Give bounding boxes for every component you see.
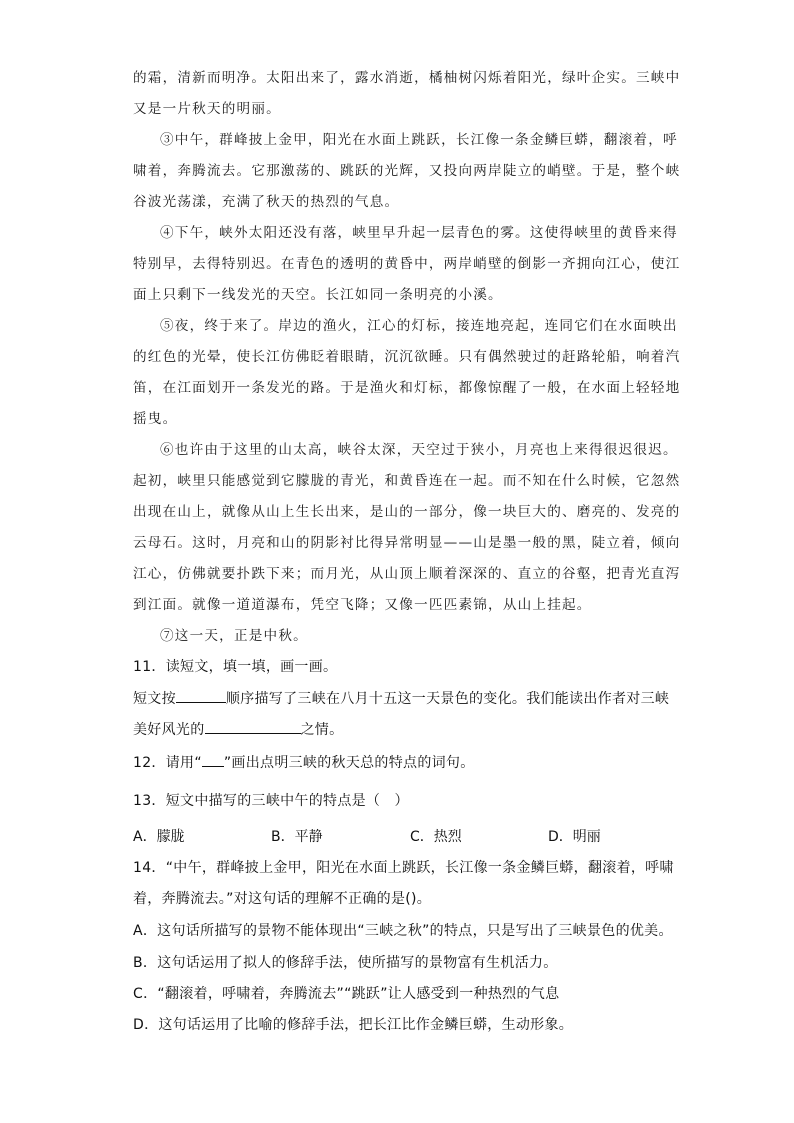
question-14-line-2: 着，奔腾流去。”对这句话的理解不正确的是()。 <box>133 891 432 907</box>
option-b[interactable]: B．平静 <box>271 829 323 845</box>
question-11-text-a: 短文按 <box>133 691 176 707</box>
passage-line: 面上只剩下一线发光的天空。长江如同一条明亮的小溪。 <box>133 287 503 303</box>
passage-line: 云母石。这时，月亮和山的阴影衬比得异常明显——山是墨一般的黑，陡立着，倾向 <box>133 535 681 551</box>
passage-line: 到江面。就像一道道瀑布，凭空飞降；又像一匹匹素锦，从山上挂起。 <box>133 597 592 613</box>
underline-sample <box>202 752 224 767</box>
passage-line: 啸着，奔腾流去。它那激荡的、跳跃的光辉，又投向两岸陡立的峭壁。于是，整个峡 <box>133 163 681 179</box>
option-a[interactable]: A．朦胧 <box>133 829 185 845</box>
question-11-title: 11．读短文，填一填，画一画。 <box>133 659 338 675</box>
question-11-text-d: 之情。 <box>300 722 344 738</box>
question-14-option-c[interactable]: C．“翻滚着，呼啸着，奔腾流去”“跳跃”让人感受到一种热烈的气息 <box>133 986 560 1002</box>
question-13-title: 13．短文中描写的三峡中午的特点是（ ） <box>133 793 409 809</box>
question-12 <box>133 752 475 772</box>
answer-blank-feeling[interactable] <box>205 719 301 734</box>
paragraph-6-line: ⑥也许由于这里的山太高，峡谷太深，天空过于狭小，月亮也上来得很迟很迟。 <box>160 442 678 458</box>
question-14-option-b[interactable]: B．这句话运用了拟人的修辞手法，使所描写的景物富有生机活力。 <box>133 955 558 971</box>
question-12-text-b: ”画出点明三峡的秋天总的特点的词句。 <box>223 755 475 771</box>
passage-line: 笛，在江面划开一条发光的路。于是渔火和灯标，都像惊醒了一般，在水面上轻轻地 <box>133 380 681 396</box>
passage-line: 江心，仿佛就要扑跌下来；而月光，从山顶上顺着深深的、直立的谷壑，把青光直泻 <box>133 566 681 582</box>
question-11-line-1 <box>133 688 669 708</box>
paragraph-5-line: ⑤夜，终于来了。岸边的渔火，江心的灯标，接连地亮起，连同它们在水面映出 <box>160 318 678 334</box>
passage-line: 又是一片秋天的明丽。 <box>133 101 281 117</box>
question-14-line-1: 14．“中午，群峰披上金甲，阳光在水面上跳跃，长江像一条金鳞巨蟒，翻滚着，呼啸 <box>133 860 674 876</box>
passage-line: 的霜，清新而明净。太阳出来了，露水消逝，橘柚树闪烁着阳光，绿叶企实。三峡中 <box>133 70 681 86</box>
question-11-text-b: 顺序描写了三峡在八月十五这一天景色的变化。我们能读出作者对三峡 <box>225 691 670 707</box>
answer-blank-order[interactable] <box>176 688 226 703</box>
paragraph-4-line: ④下午，峡外太阳还没有落，峡里早升起一层青色的雾。这使得峡里的黄昏来得 <box>160 225 678 241</box>
passage-line: 特别早，去得特别迟。在青色的透明的黄昏中，两岸峭壁的倒影一齐拥向江心，使江 <box>133 256 681 272</box>
question-14-option-d[interactable]: D．这句话运用了比喻的修辞手法，把长江比作金鳞巨蟒，生动形象。 <box>133 1017 574 1033</box>
question-11-text-c: 美好风光的 <box>133 722 205 738</box>
paragraph-3-line: ③中午，群峰披上金甲，阳光在水面上跳跃，长江像一条金鳞巨蟒，翻滚着，呼 <box>160 132 678 148</box>
question-11-line-2 <box>133 719 343 739</box>
passage-line: 谷波光荡漾，充满了秋天的热烈的气息。 <box>133 194 400 210</box>
option-d[interactable]: D．明丽 <box>548 829 601 845</box>
passage-line: 的红色的光晕，使长江仿佛眨着眼睛，沉沉欲睡。只有偶然驶过的赶路轮船，响着汽 <box>133 349 681 365</box>
question-12-text-a: 12．请用“ <box>133 755 202 771</box>
option-c[interactable]: C．热烈 <box>410 829 462 845</box>
question-14-option-a[interactable]: A．这句话所描写的景物不能体现出“三峡之秋”的特点，只是写出了三峡景色的优美。 <box>133 923 673 939</box>
passage-line: 起初，峡里只能感觉到它朦胧的青光，和黄昏连在一起。而不知在什么时候，它忽然 <box>133 473 681 489</box>
paragraph-7-line: ⑦这一天，正是中秋。 <box>160 628 308 644</box>
passage-line: 出现在山上，就像从山上生长出来，是山的一部分，像一块巨大的、磨亮的、发亮的 <box>133 504 681 520</box>
passage-line: 摇曳。 <box>133 411 178 427</box>
